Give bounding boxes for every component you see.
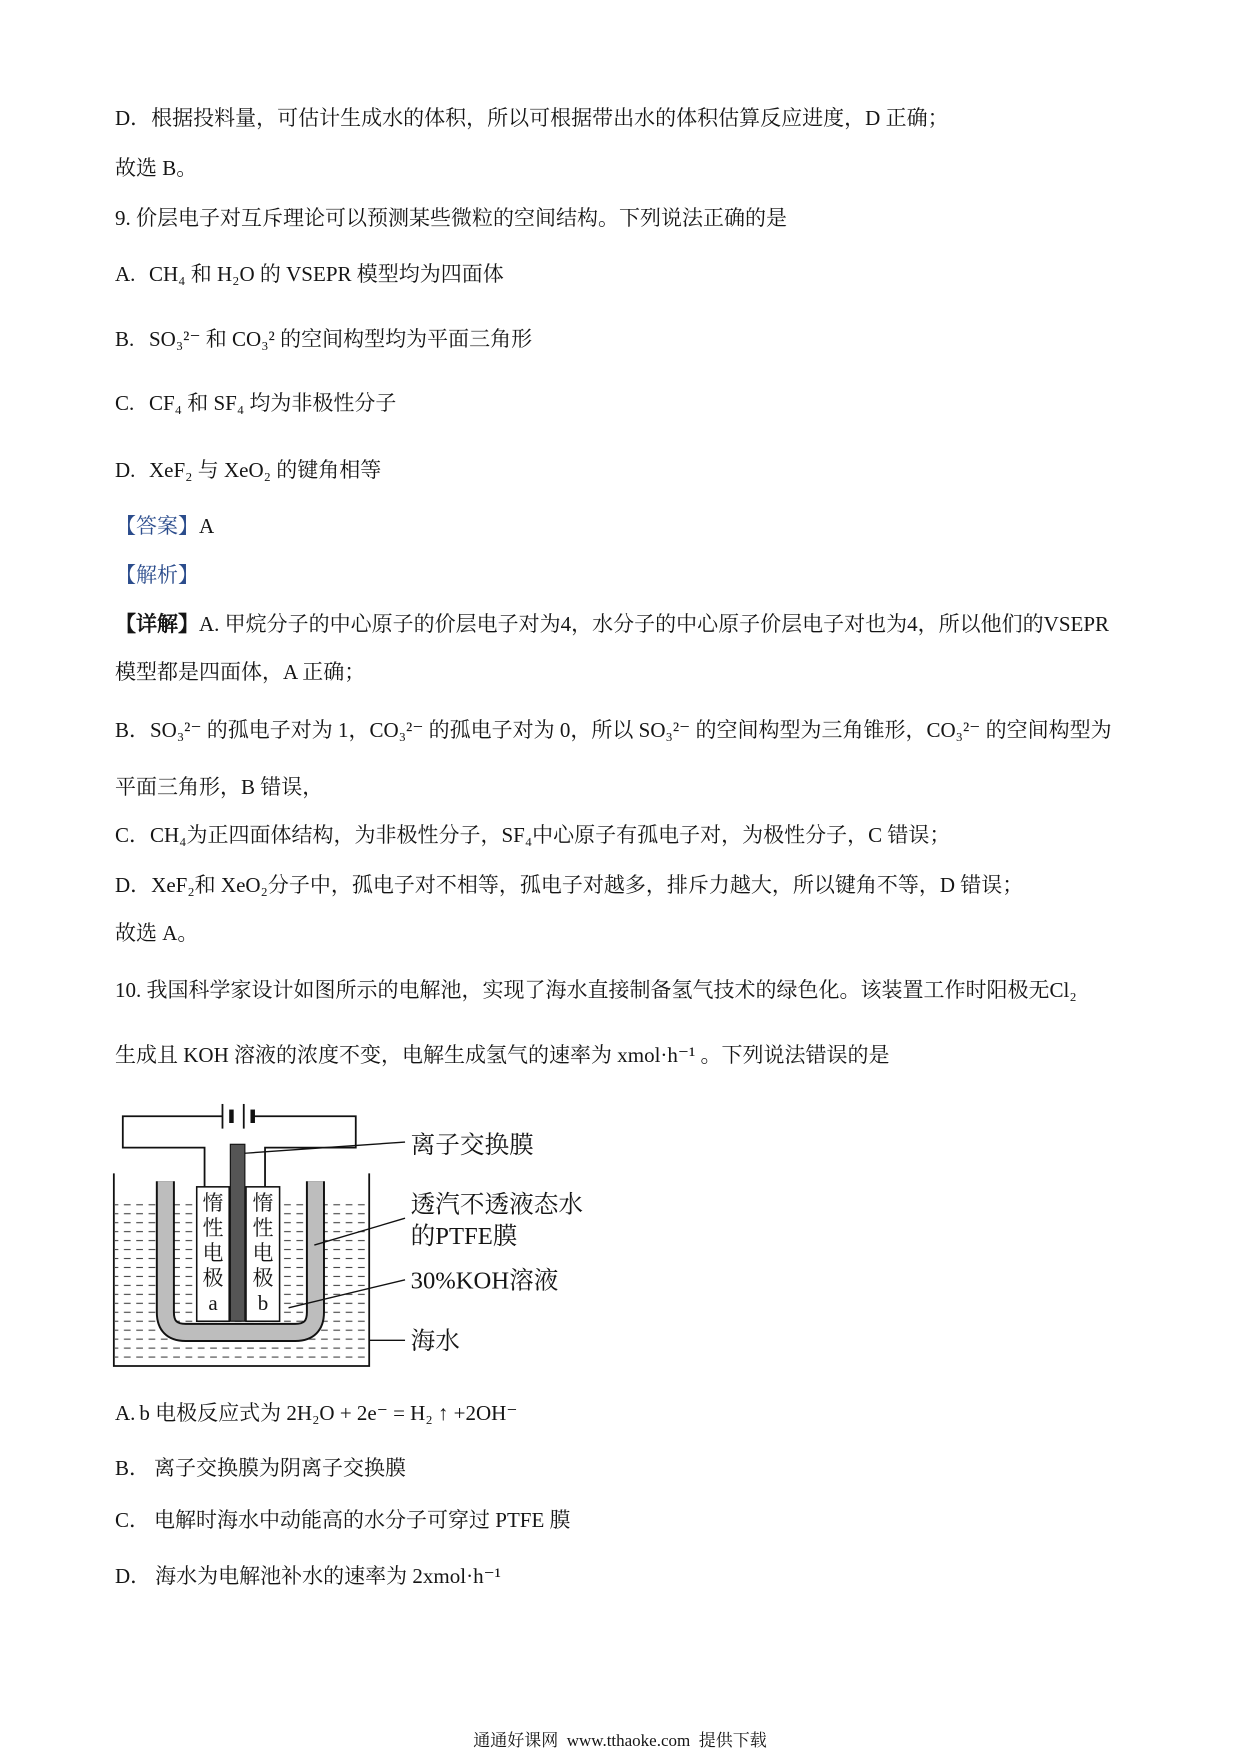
diagram-svg	[106, 1095, 610, 1375]
q9-option-b-text: SO₃²⁻ 和 CO₃² 的空间构型均为平面三角形	[149, 327, 533, 351]
q9-option-b-label: B.	[115, 327, 135, 351]
q10-option-c-text: 电解时海水中动能高的水分子可穿过 PTFE 膜	[154, 1508, 571, 1532]
ptfe-label-line2: 的PTFE膜	[410, 1222, 518, 1250]
q9-option-d	[115, 455, 381, 485]
q9-stem: 9. 价层电子对互斥理论可以预测某些微粒的空间结构。下列说法正确的是	[115, 206, 787, 230]
electrode-b-label: 惰性电极b	[252, 1191, 274, 1315]
page-footer: 通通好课网 www.tthaoke.com 提供下载	[473, 1731, 767, 1750]
q10-option-b	[115, 1453, 406, 1483]
seawater-label: 海水	[410, 1328, 460, 1356]
ion-exchange-membrane	[230, 1144, 245, 1321]
ptfe-label-line1: 透汽不透液态水	[410, 1191, 584, 1219]
q9-option-d-text: XeF₂ 与 XeO₂ 的键角相等	[149, 458, 382, 482]
q9-detail-line-4: 平面三角形，B 错误，	[115, 775, 324, 799]
q9-option-c-label: C.	[115, 391, 135, 415]
q10-option-a	[115, 1398, 517, 1428]
q9-detail-line-6: D．XeF₂和 XeO₂分子中，孤电子对不相等，孤电子对越多，排斥力越大，所以键角不等，D 错误；	[115, 873, 1024, 897]
q10-stem-line-2: 生成且 KOH 溶液的浓度不变，电解生成氢气的速率为 xmol·h⁻¹ 。下列说法错误的是	[115, 1043, 890, 1067]
answer-label: 【答案】	[115, 514, 199, 538]
q10-option-b-text: 离子交换膜为阴离子交换膜	[154, 1456, 407, 1480]
answer-value: A	[199, 514, 215, 538]
koh-label: 30%KOH溶液	[410, 1267, 559, 1295]
prev-conclusion: 故选 B。	[115, 156, 198, 180]
electrolysis-cell-diagram	[106, 1095, 610, 1375]
prev-option-d: D．根据投料量，可估计生成水的体积，所以可根据带出水的体积估算反应进度，D 正确；	[115, 106, 949, 130]
q10-option-a-text: b 电极反应式为 2H₂O + 2e⁻ = H₂ ↑ +2OH⁻	[139, 1401, 518, 1425]
q9-detail-line-3: B．SO₃²⁻ 的孤电子对为 1，CO₃²⁻ 的孤电子对为 0，所以 SO₃²⁻ 的空间构型为三角锥形，CO₃²⁻ 的空间构型为	[115, 718, 1112, 742]
q9-detail-line-2: 模型都是四面体，A 正确；	[115, 660, 366, 684]
q9-conclusion: 故选 A。	[115, 921, 199, 945]
q9-answer	[115, 511, 214, 541]
q10-option-b-label: B．	[115, 1456, 151, 1480]
q9-option-a-label: A.	[115, 262, 136, 286]
q10-option-d-text: 海水为电解池补水的速率为 2xmol·h⁻¹	[155, 1564, 501, 1588]
detail-text-1: A. 甲烷分子的中心原子的价层电子对为4，水分子的中心原子价层电子对也为4，所以他们的VSEPR	[199, 612, 1110, 636]
q9-option-c	[115, 388, 396, 418]
q10-stem-line-1: 10. 我国科学家设计如图所示的电解池，实现了海水直接制备氢气技术的绿色化。该装置工作时阳极无Cl₂	[115, 978, 1077, 1002]
q9-option-b	[115, 324, 532, 354]
battery-symbol	[222, 1104, 252, 1129]
q10-option-c	[115, 1505, 571, 1535]
q9-detail-line-1	[115, 609, 1109, 639]
electrode-a-label: 惰性电极a	[202, 1191, 224, 1315]
q10-option-d	[115, 1561, 501, 1591]
q9-option-c-text: CF₄ 和 SF₄ 均为非极性分子	[149, 391, 397, 415]
q9-option-a-text: CH₄ 和 H₂O 的 VSEPR 模型均为四面体	[149, 262, 504, 286]
detail-label: 【详解】	[115, 612, 199, 636]
q10-option-a-label: A.	[115, 1401, 136, 1425]
q10-option-c-label: C．	[115, 1508, 151, 1532]
q10-option-d-label: D．	[115, 1564, 152, 1588]
q9-detail-line-5: C．CH₄为正四面体结构，为非极性分子，SF₄中心原子有孤电子对，为极性分子，C 错误；	[115, 823, 951, 847]
circuit-wire-left	[123, 1116, 223, 1187]
analysis-label: 【解析】	[115, 563, 199, 587]
q9-option-a	[115, 259, 504, 289]
q9-option-d-label: D.	[115, 458, 136, 482]
membrane-label: 离子交换膜	[410, 1132, 534, 1160]
